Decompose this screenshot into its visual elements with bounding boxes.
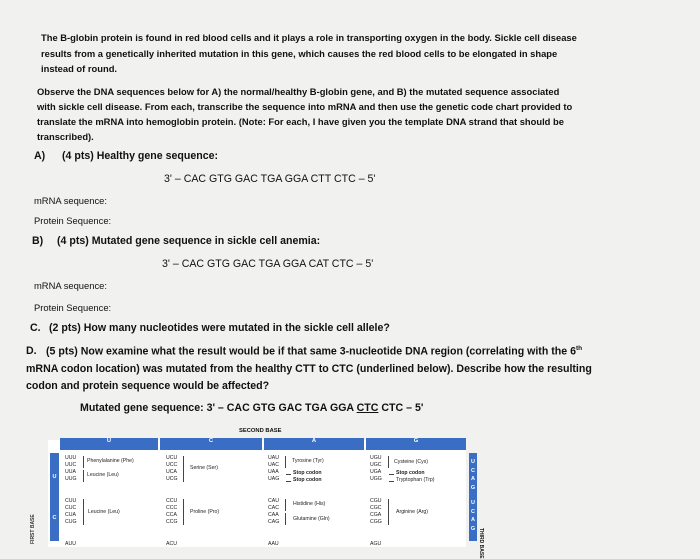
- first-base-c: C: [50, 496, 59, 541]
- dash: [286, 481, 291, 482]
- amino-acid-arg: Arginine (Arg): [396, 509, 429, 515]
- codon-chart: [48, 440, 466, 547]
- second-base-c-header: C: [160, 438, 262, 450]
- codon-agu: AGU: [370, 541, 382, 547]
- third-base-column-c: U C A G: [469, 496, 477, 541]
- codons-ca: CAU CAC CAA CAG: [268, 498, 280, 525]
- second-base-g-header: G: [366, 438, 466, 450]
- amino-acid-pro: Proline (Pro): [190, 509, 220, 515]
- dash: [286, 474, 291, 475]
- second-base-a-header: A: [264, 438, 364, 450]
- instructions-line-3: translate the mRNA into hemoglobin protein. (Note: For each, I have given you the template DNA strand that should be: [37, 116, 564, 127]
- part-b-sequence: 3' – CAC GTG GAC TGA GGA CAT CTC – 5': [162, 258, 374, 270]
- instructions-line-2: with sickle cell disease. From each, transcribe the sequence into mRNA and then use the genetic code chart provided to: [37, 101, 573, 112]
- dash: [389, 481, 394, 482]
- amino-acid-phe: Phenylalanine (Phe): [87, 458, 134, 464]
- codons-uu: UUU UUC UUA UUG: [65, 455, 77, 482]
- part-b-protein-label: Protein Sequence:: [34, 302, 112, 313]
- codons-ua: UAU UAC UAA UAG: [268, 455, 280, 482]
- intro-line-1: The B-globin protein is found in red blood cells and it plays a role in transporting oxygen in the body. Sickle cell disease: [41, 32, 577, 43]
- part-b-label: B): [32, 235, 44, 247]
- codons-cu: CUU CUC CUA CUG: [65, 498, 77, 525]
- codon-acu: ACU: [166, 541, 177, 547]
- part-d-line-3: codon and protein sequence would be affected?: [26, 380, 270, 392]
- brace: [83, 456, 84, 468]
- part-a-sequence: 3' – CAC GTG GAC TGA GGA CTT CTC – 5': [164, 173, 376, 185]
- amino-acid-his: Histidine (His): [293, 501, 326, 507]
- third-base-column-u: U C A G: [469, 453, 477, 503]
- mutated-codon: CTC: [356, 402, 379, 414]
- codon-auu: AUU: [65, 541, 76, 547]
- part-b-mrna-label: mRNA sequence:: [34, 280, 107, 291]
- amino-acid-gln: Glutamine (Gln): [293, 516, 330, 522]
- first-base-label: FIRST BASE: [30, 514, 36, 544]
- brace: [183, 499, 184, 525]
- second-base-u-header: U: [60, 438, 158, 450]
- part-d-line-1: (5 pts) Now examine what the result would be if that same 3-nucleotide DNA region (correlating with the 6th: [46, 345, 583, 358]
- part-a-label: A): [34, 150, 46, 162]
- codons-uc: UCU UCC UCA UCG: [166, 455, 178, 482]
- codon-aau: AAU: [268, 541, 279, 547]
- part-d-label: D.: [26, 345, 37, 357]
- chart-title: SECOND BASE: [239, 428, 282, 434]
- part-a-mrna-label: mRNA sequence:: [34, 195, 107, 206]
- brace: [388, 499, 389, 525]
- dash: [389, 474, 394, 475]
- brace: [388, 456, 389, 468]
- instructions-line-1: Observe the DNA sequences below for A) the normal/healthy B-globin gene, and B) the mutated sequence associated: [37, 86, 560, 97]
- instructions-line-4: transcribed).: [37, 131, 94, 142]
- part-d-line-2: mRNA codon location) was mutated from the healthy CTT to CTC (underlined below). Describe how the resulting: [26, 363, 592, 375]
- part-a-protein-label: Protein Sequence:: [34, 215, 112, 226]
- amino-acid-ser: Serine (Ser): [190, 465, 218, 471]
- part-b-title: (4 pts) Mutated gene sequence in sickle cell anemia:: [57, 235, 321, 247]
- brace: [285, 456, 286, 468]
- codons-cg: CGU CGC CGA CGG: [370, 498, 382, 525]
- part-c-text: (2 pts) How many nucleotides were mutated in the sickle cell allele?: [49, 322, 390, 334]
- stop-codon-uga: Stop codon: [396, 470, 425, 476]
- part-a-title: (4 pts) Healthy gene sequence:: [62, 150, 219, 162]
- intro-line-2: results from a genetically inherited mutation in this gene, which causes the red blood cells to be elongated in shape: [41, 48, 558, 59]
- amino-acid-leu-2: Leucine (Leu): [88, 509, 120, 515]
- brace: [183, 456, 184, 482]
- codons-ug: UGU UGC UGA UGG: [370, 455, 382, 482]
- ordinal-suffix: th: [575, 345, 583, 352]
- intro-line-3: instead of round.: [41, 63, 118, 74]
- amino-acid-leu: Leucine (Leu): [87, 472, 119, 478]
- amino-acid-trp: Tryptophan (Trp): [396, 477, 435, 483]
- brace: [285, 499, 286, 511]
- mutated-sequence: Mutated gene sequence: 3' – CAC GTG GAC TGA GGA CTC CTC – 5': [80, 402, 424, 414]
- stop-codon-uaa: Stop codon: [293, 470, 322, 476]
- third-base-label: THIRD BASE: [478, 528, 484, 559]
- brace: [83, 470, 84, 482]
- brace: [285, 513, 286, 525]
- amino-acid-tyr: Tyrosine (Tyr): [292, 458, 324, 464]
- part-c-label: C.: [30, 322, 41, 334]
- codons-cc: CCU CCC CCA CCG: [166, 498, 178, 525]
- stop-codon-uag: Stop codon: [293, 477, 322, 483]
- first-base-u: U: [50, 453, 59, 503]
- amino-acid-cys: Cysteine (Cys): [394, 459, 429, 465]
- brace: [83, 499, 84, 525]
